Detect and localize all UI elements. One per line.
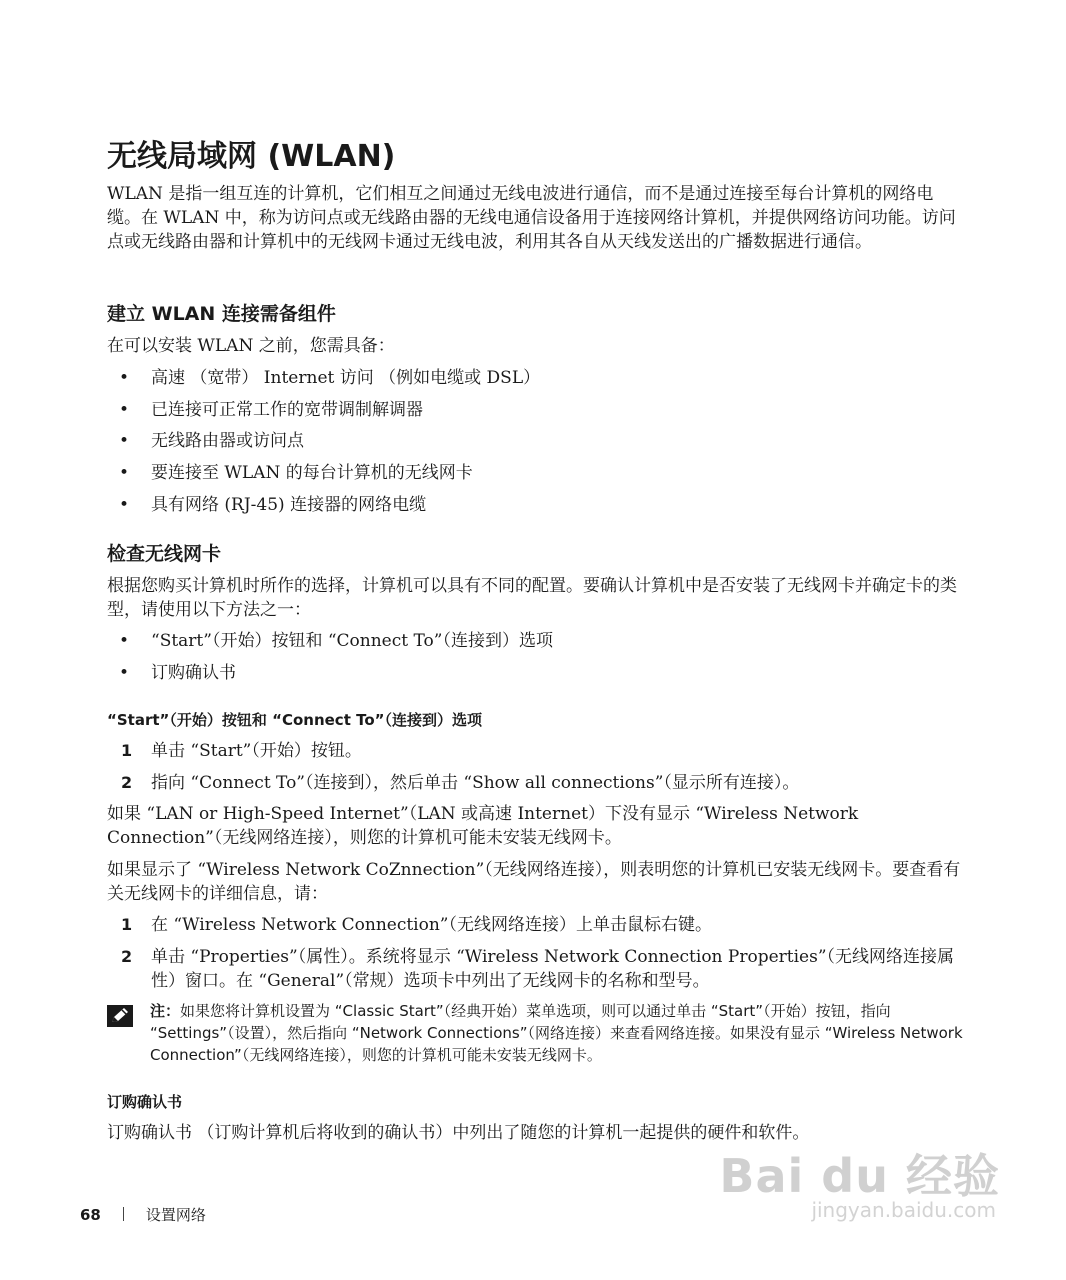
list-item: 无线路由器或访问点 bbox=[151, 431, 304, 451]
bullet: • bbox=[119, 368, 130, 388]
note-label: 注： bbox=[150, 1002, 181, 1020]
note-text: 如果您将计算机设置为 “Classic Start”（经典开始）菜单选项，则可以通过单击 “Start”（开始）按钮，指向 “Settings”（设置），然后指向 “Network Connections”（网络连接）来查看网络连接。如果没有显示 “Wireless Network Connection”（无线网络连接），则您的计算机可能未安装无线网卡。 bbox=[150, 1002, 963, 1064]
list-item: “Start”（开始）按钮和 “Connect To”（连接到）选项 bbox=[151, 631, 553, 651]
page-footer bbox=[80, 1204, 206, 1226]
bullet: • bbox=[119, 431, 130, 451]
section-lead-components: 在可以安装 WLAN 之前，您需具备： bbox=[107, 336, 395, 356]
bullet: • bbox=[119, 495, 130, 515]
step-text: 单击 “Properties”（属性）。系统将显示 “Wireless Network Connection Properties”（无线网络连接属性）窗口。在 “General”（常规）选项卡中列出了无线网卡的名称和型号。 bbox=[151, 947, 955, 991]
step-number: 1 bbox=[121, 915, 133, 934]
page-number: 68 bbox=[80, 1206, 101, 1224]
list-item: 已连接可正常工作的宽带调制解调器 bbox=[151, 400, 423, 420]
bullet: • bbox=[119, 631, 130, 651]
footer-divider bbox=[123, 1207, 124, 1221]
paragraph-no-wireless: 如果 “LAN or High-Speed Internet”（LAN 或高速 Internet）下没有显示 “Wireless Network Connection”（无线网络连接），则您的计算机可能未安装无线网卡。 bbox=[107, 804, 859, 848]
list-item: 高速 （宽带） Internet 访问 （例如电缆或 DSL） bbox=[151, 368, 541, 388]
step-text: 指向 “Connect To”（连接到），然后单击 “Show all connections”（显示所有连接）。 bbox=[151, 773, 800, 793]
order-confirmation-text: 订购确认书 （订购计算机后将收到的确认书）中列出了随您的计算机一起提供的硬件和软件。 bbox=[107, 1123, 810, 1143]
baidu-watermark bbox=[719, 1140, 1000, 1230]
list-item: 订购确认书 bbox=[151, 663, 236, 683]
section-heading-check-card: 检查无线网卡 bbox=[107, 543, 222, 565]
section-heading-components: 建立 WLAN 连接需备组件 bbox=[107, 303, 336, 325]
note-box bbox=[150, 1000, 965, 1066]
watermark-brand: Bai du 经验 bbox=[719, 1149, 1000, 1203]
page-title: 无线局域网 (WLAN) bbox=[107, 139, 396, 174]
subsection-heading-start-connect: “Start”（开始）按钮和 “Connect To”（连接到）选项 bbox=[107, 711, 482, 729]
section-lead-check-card: 根据您购买计算机时所作的选择，计算机可以具有不同的配置。要确认计算机中是否安装了无线网卡并确定卡的类型，请使用以下方法之一： bbox=[107, 576, 957, 620]
list-item: 要连接至 WLAN 的每台计算机的无线网卡 bbox=[151, 463, 473, 483]
step-text: 在 “Wireless Network Connection”（无线网络连接）上单击鼠标右键。 bbox=[151, 915, 712, 935]
bullet: • bbox=[119, 663, 130, 683]
step-number: 1 bbox=[121, 741, 133, 760]
bullet: • bbox=[119, 400, 130, 420]
watermark-url: jingyan.baidu.com bbox=[811, 1198, 996, 1222]
list-item: 具有网络 (RJ-45) 连接器的网络电缆 bbox=[151, 495, 427, 515]
step-number: 2 bbox=[121, 773, 133, 792]
bullet: • bbox=[119, 463, 130, 483]
step-number: 2 bbox=[121, 947, 133, 966]
subsection-heading-order-confirmation: 订购确认书 bbox=[107, 1093, 183, 1111]
chapter-name: 设置网络 bbox=[145, 1206, 206, 1224]
paragraph-wireless-shown: 如果显示了 “Wireless Network CoZnnection”（无线网络连接），则表明您的计算机已安装无线网卡。要查看有关无线网卡的详细信息，请： bbox=[107, 860, 961, 904]
step-text: 单击 “Start”（开始）按钮。 bbox=[151, 741, 362, 761]
intro-paragraph: WLAN 是指一组互连的计算机，它们相互之间通过无线电波进行通信，而不是通过连接至每台计算机的网络电缆。在 WLAN 中，称为访问点或无线路由器的无线电通信设备用于连接网络计算机，并提供网络访问功能。访问点或无线路由器和计算机中的无线网卡通过无线电波，利用其各自从天线发送出的广播数据进行通信。 bbox=[107, 184, 956, 252]
note-pencil-icon bbox=[107, 1005, 133, 1027]
